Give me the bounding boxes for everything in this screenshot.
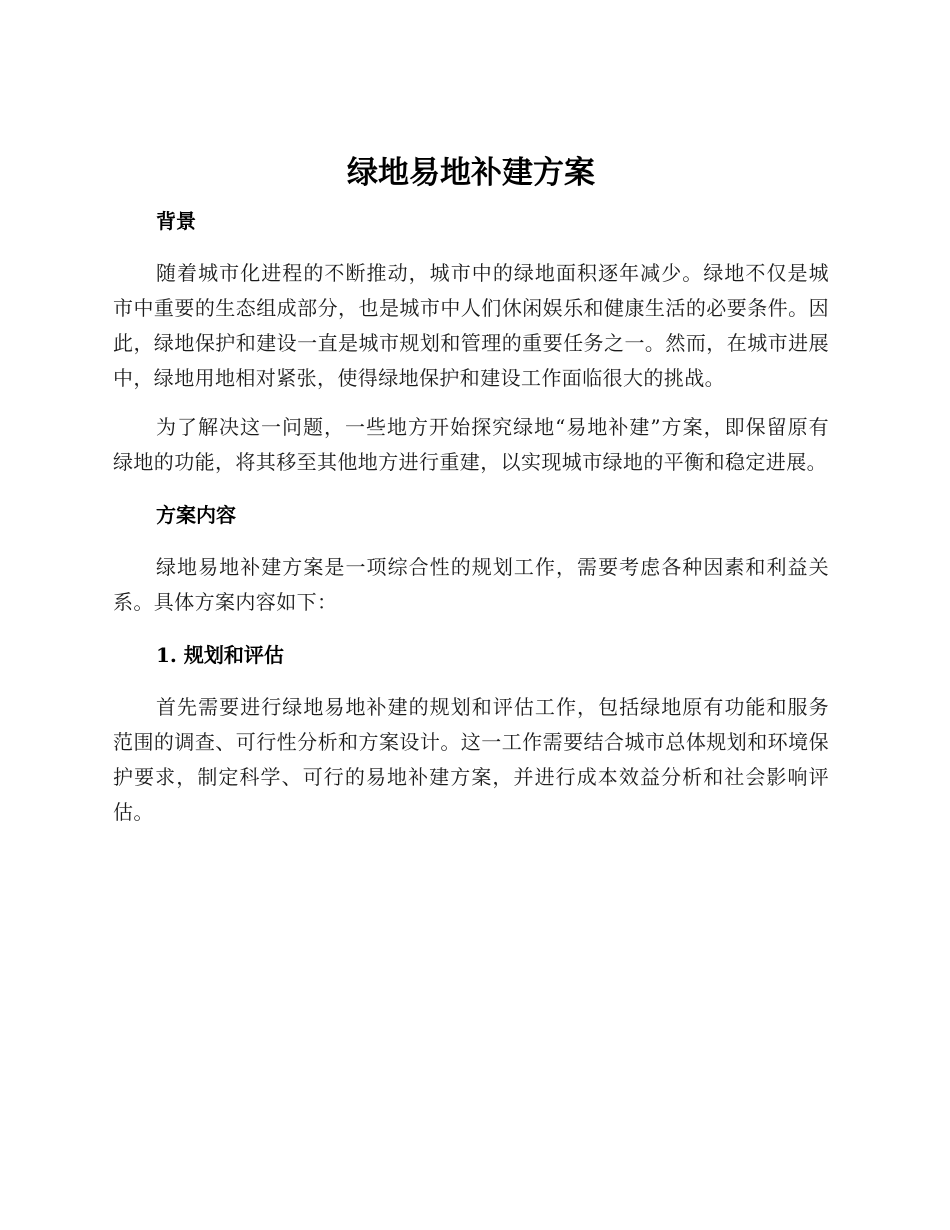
spacer (113, 620, 829, 632)
section-heading-content: 方案内容 (156, 503, 236, 527)
paragraph-background-1: 随着城市化进程的不断推动，城市中的绿地面积逐年减少。绿地不仅是城市中重要的生态组成部分，也是城市中人们休闲娱乐和健康生活的必要条件。因此，绿地保护和建设一直是城市规划和管理的重要任务之一。然而，在城市进展中，绿地用地相对紧张，使得绿地保护和建设工作面临很大的挑战。 (113, 261, 829, 390)
spacer (113, 480, 829, 492)
spacer (113, 678, 829, 690)
section-heading-planning: 1. 规划和评估 (156, 643, 284, 667)
document-title: 绿地易地补建方案 (347, 155, 595, 191)
paragraph-content-1: 绿地易地补建方案是一项综合性的规划工作，需要考虑各种因素和利益关系。具体方案内容如下： (113, 555, 829, 614)
document-page (113, 148, 829, 830)
spacer (113, 538, 829, 550)
spacer (113, 396, 829, 410)
section-heading-background: 背景 (156, 209, 196, 233)
spacer (113, 244, 829, 256)
paragraph-planning-1: 首先需要进行绿地易地补建的规划和评估工作，包括绿地原有功能和服务范围的调查、可行性分析和方案设计。这一工作需要结合城市总体规划和环境保护要求，制定科学、可行的易地补建方案，并进行成本效益分析和社会影响评估。 (113, 695, 829, 824)
paragraph-background-2: 为了解决这一问题，一些地方开始探究绿地“易地补建”方案，即保留原有绿地的功能，将其移至其他地方进行重建，以实现城市绿地的平衡和稳定进展。 (113, 415, 829, 474)
